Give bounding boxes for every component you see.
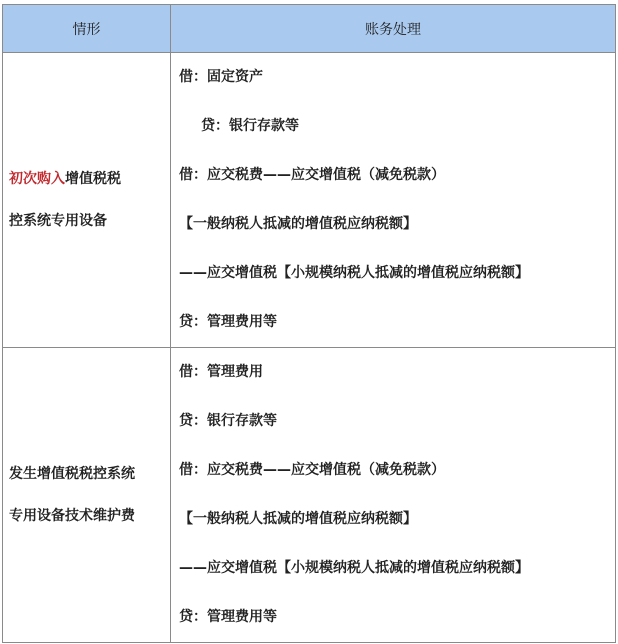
header-row	[3, 5, 616, 53]
entries-cell	[171, 53, 616, 348]
situation-cell	[3, 348, 171, 643]
situation-highlight: 初次购入	[9, 171, 65, 187]
header-situation: 情形	[3, 5, 171, 53]
entry-line: 借：应交税费——应交增值税（减免税款）	[179, 167, 445, 183]
entry-line: 借：固定资产	[179, 69, 263, 85]
entry-line: ——应交增值税【小规模纳税人抵减的增值税应纳税额】	[179, 560, 529, 576]
entry-line: 贷：管理费用等	[179, 314, 277, 330]
header-accounting: 账务处理	[171, 5, 616, 53]
entry-line: 贷：银行存款等	[201, 118, 299, 134]
accounting-table	[2, 4, 616, 643]
situation-text-2: 控系统专用设备	[9, 213, 107, 229]
entry-line: 贷：管理费用等	[179, 609, 277, 625]
situation-text: 发生增值税税控系统	[9, 466, 135, 482]
table-row	[3, 348, 616, 643]
entry-line: 借：应交税费——应交增值税（减免税款）	[179, 462, 445, 478]
table-row	[3, 53, 616, 348]
entries-cell	[171, 348, 616, 643]
entry-line: 【一般纳税人抵减的增值税应纳税额】	[179, 511, 417, 527]
situation-text-2: 专用设备技术维护费	[9, 508, 135, 524]
entry-line: ——应交增值税【小规模纳税人抵减的增值税应纳税额】	[179, 265, 529, 281]
entry-line: 借：管理费用	[179, 364, 263, 380]
situation-cell	[3, 53, 171, 348]
situation-text: 增值税税	[65, 171, 121, 187]
entry-line: 【一般纳税人抵减的增值税应纳税额】	[179, 216, 417, 232]
entry-line: 贷：银行存款等	[179, 413, 277, 429]
